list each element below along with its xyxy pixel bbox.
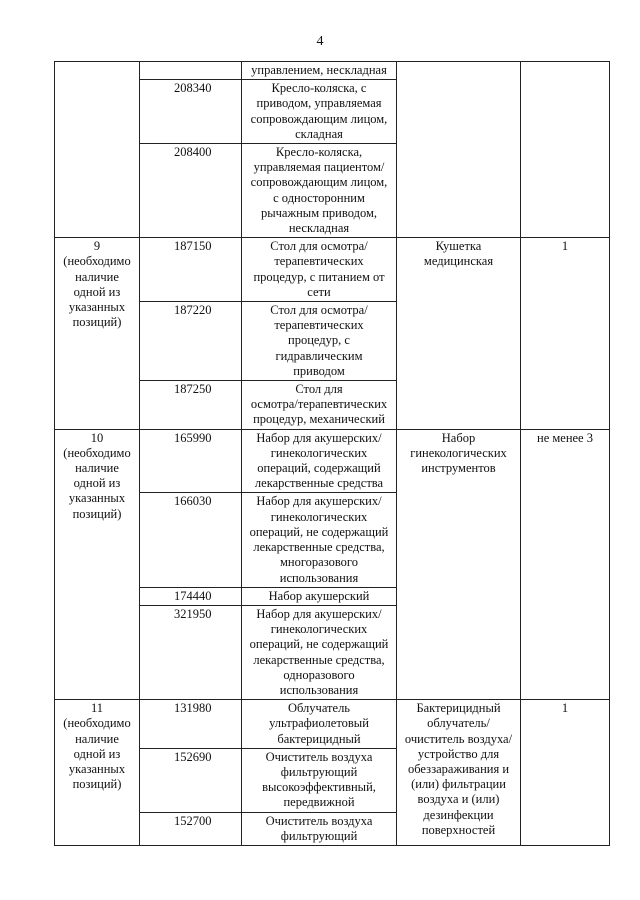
item-code-cell: 321950 — [140, 605, 242, 699]
item-code-cell: 187250 — [140, 381, 242, 430]
equipment-name-cell: Кушетка медицинская — [397, 238, 521, 429]
item-name-cell: Стол для осмотра/ терапевтических процедур, с гидравлическим приводом — [242, 302, 397, 381]
page-number: 4 — [316, 34, 324, 49]
equipment-name-cell — [397, 62, 521, 238]
item-code-cell: 152700 — [140, 812, 242, 845]
table-row — [55, 700, 610, 749]
quantity-cell: 1 — [521, 238, 610, 429]
equipment-table-body — [55, 62, 610, 846]
item-name-cell: Очиститель воздуха фильтрующий — [242, 812, 397, 845]
group-number-cell — [55, 62, 140, 238]
quantity-cell: 1 — [521, 700, 610, 846]
item-code-cell: 187150 — [140, 238, 242, 302]
item-name-cell: Кресло-коляска, управляемая пациентом/ сопровождающим лицом, с односторонним рычажным приводом, нескладная — [242, 144, 397, 238]
item-code-cell — [140, 62, 242, 80]
item-code-cell: 152690 — [140, 748, 242, 812]
table-row — [55, 238, 610, 302]
equipment-name-cell: Набор гинекологических инструментов — [397, 429, 521, 699]
group-number-cell: 10 (необходимо наличие одной из указанных позиций) — [55, 429, 140, 699]
item-name-cell: Кресло-коляска, с приводом, управляемая сопровождающим лицом, складная — [242, 80, 397, 144]
item-code-cell: 165990 — [140, 429, 242, 493]
item-code-cell: 187220 — [140, 302, 242, 381]
item-name-cell: Набор для акушерских/ гинекологических операций, не содержащий лекарственные средства, одноразового использования — [242, 605, 397, 699]
item-name-cell: управлением, нескладная — [242, 62, 397, 80]
item-name-cell: Очиститель воздуха фильтрующий высокоэффективный, передвижной — [242, 748, 397, 812]
quantity-cell — [521, 62, 610, 238]
item-code-cell: 174440 — [140, 587, 242, 605]
item-name-cell: Набор для акушерских/ гинекологических операций, содержащий лекарственные средства — [242, 429, 397, 493]
item-name-cell: Стол для осмотра/ терапевтических процедур, с питанием от сети — [242, 238, 397, 302]
equipment-table — [54, 61, 610, 846]
group-number-cell: 11 (необходимо наличие одной из указанных позиций) — [55, 700, 140, 846]
item-code-cell: 208340 — [140, 80, 242, 144]
table-row — [55, 429, 610, 493]
table-row — [55, 62, 610, 80]
item-name-cell: Набор акушерский — [242, 587, 397, 605]
item-code-cell: 131980 — [140, 700, 242, 749]
item-name-cell: Стол для осмотра/терапевтических процедур, механический — [242, 381, 397, 430]
item-name-cell: Облучатель ультрафиолетовый бактерицидный — [242, 700, 397, 749]
equipment-name-cell: Бактерицидный облучатель/ очиститель воздуха/ устройство для обеззараживания и (или) фильтрации воздуха и (или) дезинфекции поверхностей — [397, 700, 521, 846]
item-name-cell: Набор для акушерских/ гинекологических операций, не содержащий лекарственные средства, многоразового использования — [242, 493, 397, 587]
quantity-cell: не менее 3 — [521, 429, 610, 699]
group-number-cell: 9 (необходимо наличие одной из указанных позиций) — [55, 238, 140, 429]
item-code-cell: 166030 — [140, 493, 242, 587]
item-code-cell: 208400 — [140, 144, 242, 238]
